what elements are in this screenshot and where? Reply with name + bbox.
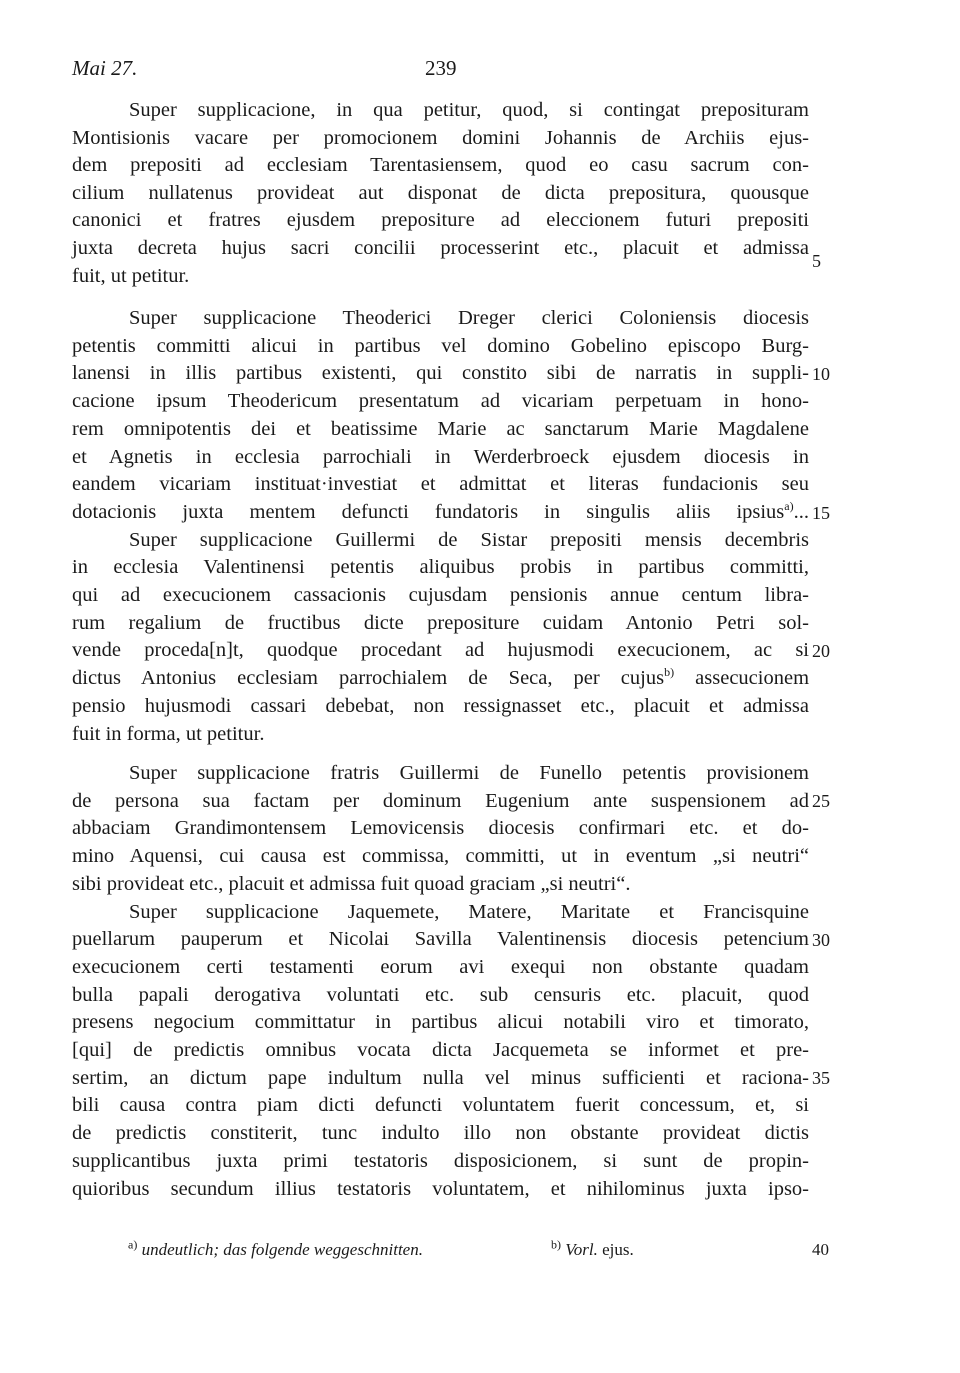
text-line: de predictis constiterit, tunc indulto illo non obstante provideat dictis — [72, 1122, 809, 1145]
line-number: 30 — [812, 930, 830, 950]
text-line — [72, 665, 809, 693]
footnote-ref-a: a) — [784, 499, 794, 514]
text-line: in ecclesia Valentinensi petentis aliquibus probis in partibus committi, — [72, 556, 809, 579]
line-number: 35 — [812, 1068, 830, 1088]
text-line: petentis committi alicui in partibus vel domino Gobelino episcopo Burg- — [72, 334, 809, 357]
text-line: Super supplicacione Jaquemete, Matere, Maritate et Francisquine — [129, 900, 809, 923]
line-number: 15 — [812, 503, 830, 523]
text-line: cilium nullatenus provideat aut disponat de dicta prepositura, quousque — [72, 181, 809, 204]
text-line: qui ad execucionem cassacionis cujusdam pensionis annue centum libra- — [72, 584, 809, 606]
text-line: Super supplicacione Theoderici Dreger clerici Coloniensis diocesis — [129, 307, 809, 329]
text-line: Montisionis vacare per promocionem domini Johannis de Archiis ejus- — [72, 126, 809, 149]
footnote-b — [551, 1237, 634, 1260]
line-number: 20 — [812, 641, 830, 661]
footnote-a-text: undeutlich; das folgende weggeschnitten. — [141, 1240, 423, 1259]
footnote-b-mark: b) — [551, 1237, 561, 1252]
text-line: Super supplicacione Guillermi de Sistar prepositi mensis decembris — [129, 528, 809, 551]
text-line: de persona sua factam per dominum Eugenium ante suspensionem ad — [72, 789, 809, 812]
line-number: 5 — [812, 251, 821, 271]
text-line: presens negocium committatur in partibus alicui notabili viro et timorato, — [72, 1011, 809, 1034]
line-number: 10 — [812, 364, 830, 384]
text-line: rum regalium de fructibus dicte prepositure cuidam Antonio Petri sol- — [72, 611, 809, 634]
footnote-b-text: ejus. — [602, 1240, 634, 1259]
text-line: juxta decreta hujus sacri concilii processerint etc., placuit et admissa — [72, 237, 809, 259]
text-line: Super supplicacione, in qua petitur, quod, si contingat preposituram — [129, 99, 809, 121]
text-line: et Agnetis in ecclesia parrochiali in Werderbroeck ejusdem diocesis in — [72, 445, 809, 468]
text-line: rem omnipotentis dei et beatissime Marie ac sanctarum Marie Magdalene — [72, 417, 809, 440]
text-line: bulla papali derogativa voluntati etc. sub censuris etc. placuit, quod — [72, 983, 809, 1006]
text-line: puellarum pauperum et Nicolai Savilla Valentinensis diocesis petencium — [72, 928, 809, 951]
text-line: abbaciam Grandimontensem Lemovicensis diocesis confirmari etc. et do- — [72, 817, 809, 840]
page-number: 239 — [425, 56, 457, 80]
text-line: cacione ipsum Theodericum presentatum ad vicariam perpetuam in hono- — [72, 390, 809, 413]
text-line: Super supplicacione fratris Guillermi de Funello petentis provisionem — [129, 762, 809, 784]
text-line: eandem vicariam instituat·investiat et admittat et literas fundacionis seu — [72, 473, 809, 496]
text-line: quioribus secundum illius testatoris voluntatem, et nihilominus juxta ipso- — [72, 1177, 809, 1200]
text-line: execucionem certi testamenti eorum avi exequi non obstante quadam — [72, 955, 809, 978]
text-line: mino Aquensi, cui causa est commissa, committi, ut in eventum „si neutri“ — [72, 845, 809, 868]
text-line: fuit, ut petitur. — [72, 264, 190, 287]
text-line-main: dotacionis juxta mentem defuncti fundatoris in singulis aliis ipsius — [72, 500, 785, 523]
text-line: canonici et fratres ejusdem preposituге ad eleccionem futuri prepositi — [72, 209, 809, 232]
text-line: [qui] de predictis omnibus vocata dicta Jacquemeta se informet et pre- — [72, 1039, 809, 1061]
text-line: vende proceda[n]t, quodque procedant ad hujusmodi execucionem, ac si — [72, 639, 809, 662]
text-line: supplicantibus juxta primi testatoris disposicionem, si sunt de propin- — [72, 1149, 809, 1172]
text-line: dem prepositi ad ecclesiam Tarentasiensem, quod eo casu sacrum con- — [72, 154, 809, 177]
line-number: 25 — [812, 791, 830, 811]
footnote-ref-b: b) — [664, 665, 675, 680]
text-line: lanensi in illis partibus existenti, qui constito sibi de narratis in suppli- — [72, 362, 809, 385]
text-line: sertim, an dictum pape indultum nulla vel minus sufficienti et raciona- — [72, 1066, 809, 1089]
text-line — [72, 499, 809, 527]
text-line-main: dictus Antonius ecclesiam parrochialem de Seca, per cujus — [72, 667, 665, 690]
text-line: fuit in forma, ut petitur. — [72, 722, 265, 745]
running-header-date: Mai 27. — [72, 56, 138, 80]
footnote-b-text-italic: Vorl. — [565, 1240, 598, 1259]
footnote-a — [128, 1237, 423, 1260]
text-line: sibi provideat etc., placuit et admissa fuit quoad graciam „si neutri“. — [72, 872, 631, 895]
ellipsis: ... — [793, 500, 809, 523]
footnote-page-ref: 40 — [812, 1240, 829, 1259]
text-line: pensio hujusmodi cassari debebat, non ressignasset etc., placuit et admissa — [72, 694, 809, 717]
footnote-a-mark: a) — [128, 1237, 138, 1252]
text-line: bili causa contra piam dicti defuncti voluntatem fuerit concessum, et, si — [72, 1094, 809, 1117]
text-line-tail: assecucionem — [695, 667, 810, 690]
